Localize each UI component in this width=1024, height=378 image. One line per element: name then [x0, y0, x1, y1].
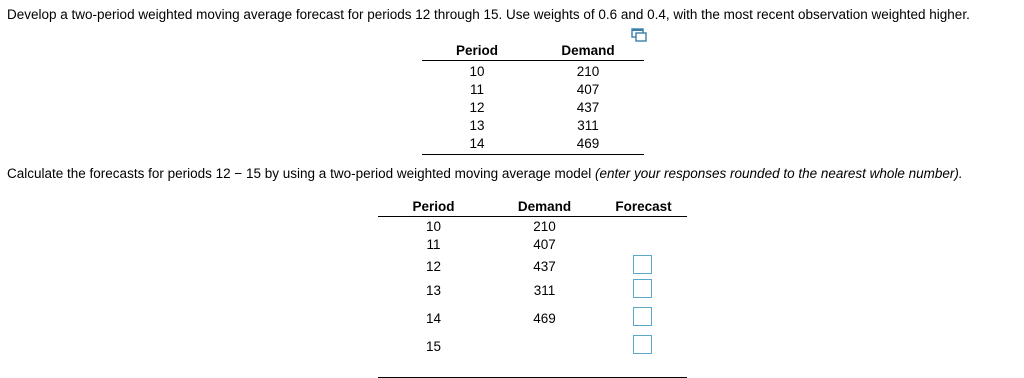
demand-header: Demand	[517, 199, 572, 214]
demand-data-table	[422, 42, 644, 155]
table-header	[422, 42, 644, 61]
period-cell: 11	[469, 82, 484, 97]
instruction-main: Calculate the forecasts for periods 12 − 15 by using a two-period weighted moving average model	[7, 166, 595, 181]
forecast-input-period-14[interactable]	[633, 307, 652, 326]
demand-cell: 210	[533, 219, 556, 234]
forecast-table	[378, 198, 687, 378]
demand-cell: 469	[576, 136, 600, 151]
period-header: Period	[412, 199, 455, 214]
period-cell: 10	[425, 219, 442, 234]
period-cell: 13	[425, 283, 442, 298]
table-row	[422, 63, 644, 81]
forecast-input-period-13[interactable]	[633, 279, 652, 298]
demand-header: Demand	[561, 43, 615, 58]
forecast-header: Forecast	[615, 199, 672, 214]
period-cell: 12	[425, 259, 442, 274]
demand-cell: 210	[576, 64, 600, 79]
period-cell: 14	[425, 311, 442, 326]
demand-cell: 311	[577, 118, 599, 133]
demand-cell: 407	[576, 82, 600, 97]
instruction-note: (enter your responses rounded to the nearest whole number).	[594, 166, 963, 181]
period-cell: 12	[469, 100, 485, 115]
forecast-input-period-15[interactable]	[633, 335, 652, 354]
demand-cell: 407	[533, 237, 556, 252]
forecast-input-period-12[interactable]	[633, 255, 652, 274]
demand-cell: 469	[533, 311, 556, 326]
table-header	[378, 198, 687, 217]
table-row	[422, 81, 644, 99]
table-row	[422, 117, 644, 135]
copy-to-clipboard-icon[interactable]	[631, 28, 647, 42]
period-cell: 13	[469, 118, 485, 133]
table-row	[422, 99, 644, 117]
table-row	[422, 135, 644, 153]
instruction-text	[7, 166, 963, 181]
period-cell: 10	[469, 64, 485, 79]
demand-cell: 311	[533, 283, 556, 298]
period-cell: 15	[425, 339, 442, 354]
period-cell: 14	[469, 136, 485, 151]
demand-cell: 437	[576, 100, 600, 115]
period-header: Period	[455, 43, 498, 58]
period-cell: 11	[426, 237, 441, 252]
question-prompt: Develop a two-period weighted moving average forecast for periods 12 through 15. Use weights of 0.6 and 0.4, with the most recent observation weighted higher.	[7, 7, 970, 22]
demand-cell: 437	[533, 259, 556, 274]
